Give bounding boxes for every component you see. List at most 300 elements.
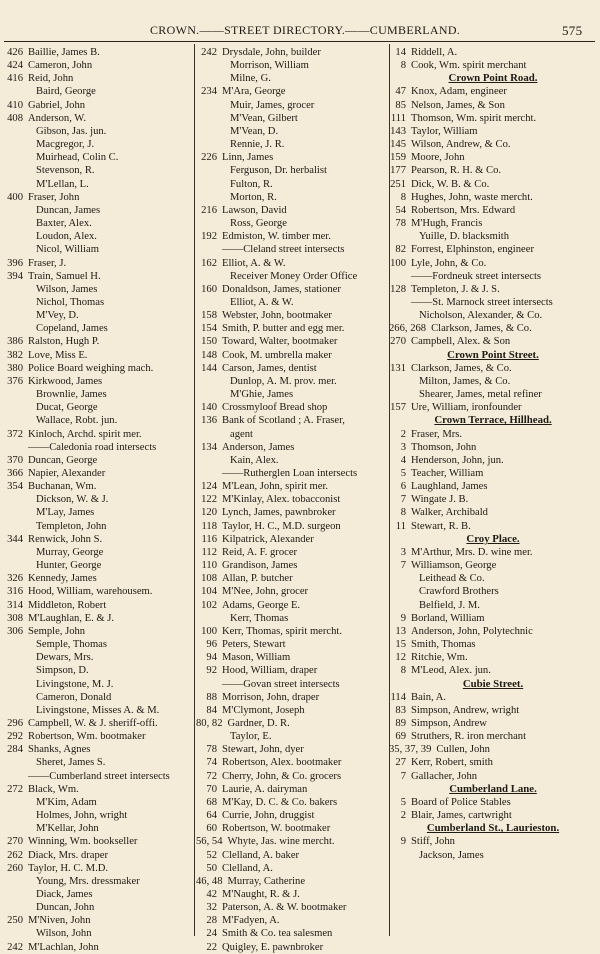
house-number: 372 [7, 428, 23, 440]
house-number: 72 [206, 770, 217, 782]
directory-entry [196, 375, 388, 388]
street-heading-text: Cubie Street. [462, 677, 524, 690]
house-number: 9 [400, 612, 406, 624]
directory-entry [389, 257, 597, 270]
directory-entry [389, 796, 597, 809]
street-heading-text: Cumberland St., Laurieston. [426, 822, 560, 835]
house-number: 150 [201, 336, 217, 348]
occupant-name: Kerr, Thomas [230, 612, 289, 624]
occupant-name: Stewart, R. B. [411, 520, 471, 532]
directory-entry [2, 678, 192, 691]
directory-entry [196, 99, 388, 112]
occupant-name: Edmiston, W. timber mer. [222, 231, 331, 243]
directory-entry [389, 388, 597, 401]
occupant-name: Nelson, James, & Son [411, 99, 505, 111]
directory-entry [389, 849, 597, 862]
house-number: 131 [390, 362, 406, 374]
directory-entry [196, 796, 388, 809]
house-number: 296 [7, 717, 23, 729]
house-number: 386 [7, 336, 23, 348]
occupant-name: Laurie, A. dairyman [222, 783, 308, 795]
occupant-name: Currie, John, druggist [222, 810, 315, 822]
occupant-name: Ralston, Hugh P. [28, 336, 100, 348]
occupant-name: M'Lellan, L. [36, 178, 89, 190]
house-number: 7 [400, 494, 406, 506]
occupant-name: Milton, James, & Co. [419, 375, 511, 387]
directory-entry [2, 651, 192, 664]
house-number: 242 [201, 47, 217, 58]
directory-entry [196, 217, 388, 230]
directory-entry [2, 164, 192, 177]
occupant-name: Walker, Archibald [411, 507, 488, 519]
occupant-name: Wingate J. B. [411, 494, 469, 506]
house-number: 2 [400, 428, 406, 440]
directory-entry [196, 85, 388, 98]
occupant-name: Kerr, Robert, smith [411, 757, 493, 769]
house-number: 424 [7, 60, 23, 72]
directory-entry [2, 270, 192, 283]
house-number: 158 [201, 310, 217, 322]
occupant-name: Duncan, John [36, 902, 95, 914]
directory-entry [2, 664, 192, 677]
directory-entry [196, 428, 388, 441]
occupant-name: Lynch, James, pawnbroker [222, 507, 336, 519]
intersection-text: ——Caledonia road intersects [28, 441, 157, 453]
house-number: 234 [201, 86, 217, 98]
directory-column-3 [389, 46, 597, 862]
header-rule [4, 41, 595, 42]
occupant-name: Elliot, A. & W. [230, 296, 294, 308]
directory-entry [196, 585, 388, 598]
occupant-name: Semple, John [28, 625, 86, 637]
occupant-name: Renwick, John S. [28, 533, 103, 545]
intersection-note [196, 467, 388, 480]
house-number: 7 [400, 770, 406, 782]
directory-entry [389, 138, 597, 151]
directory-entry [196, 230, 388, 243]
directory-entry [196, 651, 388, 664]
occupant-name: Morrison, John, draper [222, 691, 320, 703]
occupant-name: Smith, Thomas [411, 639, 476, 651]
occupant-name: Robertson, Wm. bootmaker [28, 731, 146, 743]
directory-entry [196, 704, 388, 717]
house-number: 344 [7, 533, 23, 545]
house-number: 85 [395, 99, 406, 111]
house-number: 94 [206, 652, 217, 664]
occupant-name: Kain, Alex. [230, 454, 279, 466]
intersection-text: ——St. Marnock street intersects [411, 296, 553, 308]
page-header [0, 23, 600, 39]
house-number: 114 [390, 691, 406, 703]
directory-entry [389, 178, 597, 191]
intersection-note [2, 770, 192, 783]
occupant-name: Anderson, James [222, 441, 295, 453]
directory-entry [389, 112, 597, 125]
directory-entry [196, 296, 388, 309]
directory-entry [2, 204, 192, 217]
occupant-name: Semple, Thomas [36, 639, 108, 651]
occupant-name: Simpson, Andrew [411, 717, 487, 729]
directory-entry [2, 283, 192, 296]
directory-entry [196, 125, 388, 138]
occupant-name: Anderson, W. [28, 112, 86, 124]
directory-entry [196, 862, 388, 875]
occupant-name: Hood, William, draper [222, 665, 318, 677]
house-number: 354 [7, 481, 23, 493]
house-number: 42 [206, 889, 217, 900]
house-number: 308 [7, 612, 23, 624]
occupant-name: Middleton, Robert [28, 599, 107, 611]
occupant-name: Murray, Catherine [227, 875, 306, 887]
occupant-name: Belfield, J. M. [419, 599, 480, 611]
occupant-name: Train, Samuel H. [28, 270, 101, 282]
house-number: 140 [201, 402, 217, 414]
house-number: 416 [7, 73, 23, 85]
occupant-name: Morton, R. [230, 191, 277, 203]
directory-entry [389, 441, 597, 454]
directory-entry [196, 362, 388, 375]
house-number: 22 [206, 941, 217, 953]
directory-entry [389, 467, 597, 480]
directory-entry [196, 875, 388, 888]
directory-entry [389, 835, 597, 848]
house-number: 54 [395, 204, 406, 216]
directory-entry [389, 322, 597, 335]
house-number: 122 [201, 494, 217, 506]
house-number: 88 [206, 691, 217, 703]
occupant-name: Grandison, James [222, 560, 298, 572]
directory-column-2 [196, 46, 388, 954]
directory-entry [389, 204, 597, 217]
street-heading [389, 783, 597, 796]
directory-entry [196, 59, 388, 72]
occupant-name: Clarkson, James, & Co. [431, 323, 532, 335]
street-heading [389, 533, 597, 546]
occupant-name: Holmes, John, wright [36, 810, 128, 822]
occupant-name: Riddell, A. [411, 47, 458, 58]
running-title: CROWN.——STREET DIRECTORY.——CUMBERLAND. [150, 23, 461, 37]
occupant-name: Nichol, Thomas [36, 296, 105, 308]
page-number: 575 [562, 23, 583, 38]
directory-entry [196, 257, 388, 270]
directory-entry [2, 783, 192, 796]
occupant-name: Drysdale, John, builder [222, 47, 321, 58]
directory-entry [196, 612, 388, 625]
occupant-name: Robertson, Alex. bootmaker [222, 757, 342, 769]
occupant-name: Police Board weighing mach. [28, 362, 154, 374]
house-number: 292 [7, 731, 23, 743]
directory-entry [2, 428, 192, 441]
directory-entry [196, 638, 388, 651]
occupant-name: Smith & Co. tea salesmen [222, 928, 333, 940]
intersection-text: ——Cleland street intersects [222, 244, 345, 256]
occupant-name: Bain, A. [411, 691, 447, 703]
house-number: 370 [7, 454, 23, 466]
occupant-name: Duncan, James [36, 204, 101, 216]
occupant-name: Cameron, John [28, 60, 93, 72]
house-number: 382 [7, 349, 23, 361]
directory-entry [2, 112, 192, 125]
house-number: 82 [395, 244, 406, 256]
occupant-name: Buchanan, Wm. [28, 481, 97, 493]
directory-entry [2, 862, 192, 875]
occupant-name: Ross, George [230, 218, 287, 230]
occupant-name: Macgregor, J. [36, 139, 95, 151]
occupant-name: Board of Police Stables [411, 796, 511, 808]
occupant-name: Wallace, Robt. jun. [36, 415, 118, 427]
occupant-name: Hunter, George [36, 560, 102, 572]
directory-entry [389, 717, 597, 730]
directory-entry [389, 243, 597, 256]
directory-entry [2, 493, 192, 506]
house-number: 52 [206, 849, 217, 861]
directory-entry [2, 454, 192, 467]
house-number: 8 [400, 507, 406, 519]
directory-entry [389, 401, 597, 414]
occupant-name: Receiver Money Order Office [230, 270, 358, 282]
occupant-name: M'Fadyen, A. [222, 915, 280, 927]
house-number: 410 [7, 99, 23, 111]
occupant-name: Toward, Walter, bootmaker [222, 336, 338, 348]
house-number: 408 [7, 112, 23, 124]
street-heading [389, 414, 597, 427]
directory-entry [196, 835, 388, 848]
occupant-name: Taylor, William [411, 125, 478, 137]
occupant-name: Taylor, H. C., M.D. surgeon [222, 520, 341, 532]
directory-column-1 [2, 46, 192, 954]
directory-entry [196, 506, 388, 519]
occupant-name: Jackson, James [419, 849, 484, 861]
occupant-name: Cherry, John, & Co. grocers [222, 770, 342, 782]
house-number: 8 [400, 191, 406, 203]
directory-entry [389, 125, 597, 138]
directory-entry [389, 704, 597, 717]
occupant-name: Paterson, A. & W. bootmaker [222, 902, 347, 914]
occupant-name: Black, Wm. [28, 783, 79, 795]
directory-entry [196, 941, 388, 954]
occupant-name: Fulton, R. [230, 178, 273, 190]
house-number: 144 [201, 362, 217, 374]
house-number: 68 [206, 796, 217, 808]
house-number: 366 [7, 468, 23, 479]
directory-entry [389, 164, 597, 177]
occupant-name: Elliot, A. & W. [222, 257, 286, 269]
occupant-name: Borland, William [411, 612, 485, 624]
occupant-name: M'Kellar, John [36, 823, 99, 835]
occupant-name: Ure, William, ironfounder [411, 402, 522, 414]
house-number: 2 [400, 810, 406, 822]
house-number: 3 [400, 441, 406, 453]
directory-entry [2, 243, 192, 256]
directory-entry [196, 454, 388, 467]
occupant-name: Shanks, Agnes [28, 744, 91, 756]
directory-entry [2, 717, 192, 730]
directory-entry [196, 770, 388, 783]
occupant-name: Thomson, Wm. spirit mercht. [411, 112, 537, 124]
directory-entry [2, 520, 192, 533]
street-heading [389, 72, 597, 85]
occupant-name: Dickson, W. & J. [36, 494, 109, 506]
house-number: 120 [201, 507, 217, 519]
occupant-name: M'Lay, James [36, 507, 95, 519]
directory-entry [2, 401, 192, 414]
occupant-name: Kilpatrick, Alexander [222, 533, 314, 545]
house-number: 154 [201, 323, 217, 335]
directory-entry [389, 546, 597, 559]
directory-entry [389, 625, 597, 638]
house-number: 250 [7, 915, 23, 927]
occupant-name: Baird, George [36, 86, 96, 98]
occupant-name: Smith, P. butter and egg mer. [222, 323, 345, 335]
occupant-name: Robertson, Mrs. Edward [411, 204, 516, 216]
house-number: 4 [400, 454, 406, 466]
directory-entry [196, 783, 388, 796]
column-divider [194, 44, 195, 936]
house-number: 89 [395, 717, 406, 729]
house-number: 270 [390, 336, 406, 348]
occupant-name: M'Vean, Gilbert [230, 112, 298, 124]
directory-entry [2, 217, 192, 230]
house-number: 326 [7, 573, 23, 585]
house-number: 104 [201, 586, 217, 598]
directory-entry [196, 480, 388, 493]
directory-entry [389, 770, 597, 783]
occupant-name: Kirkwood, James [28, 375, 103, 387]
directory-entry [389, 638, 597, 651]
directory-entry [196, 691, 388, 704]
directory-entry [389, 99, 597, 112]
intersection-note [196, 243, 388, 256]
directory-entry [389, 743, 597, 756]
directory-entry [196, 559, 388, 572]
occupant-name: Brownlie, James [36, 389, 107, 401]
directory-entry [196, 756, 388, 769]
directory-entry [389, 493, 597, 506]
house-number: 11 [395, 520, 406, 532]
directory-entry [196, 349, 388, 362]
directory-entry [2, 414, 192, 427]
house-number: 394 [7, 270, 23, 282]
occupant-name: M'Kinlay, Alex. tobacconist [222, 494, 341, 506]
directory-entry [2, 914, 192, 927]
intersection-text: ——Fordneuk street intersects [411, 270, 542, 282]
house-number: 5 [400, 468, 406, 479]
occupant-name: Cameron, Donald [36, 691, 112, 703]
occupant-name: Clelland, A. [222, 862, 273, 874]
house-number: 396 [7, 257, 23, 269]
directory-entry [2, 191, 192, 204]
street-heading-text: Cumberland Lane. [449, 782, 537, 795]
directory-entry [2, 388, 192, 401]
house-number: 134 [201, 441, 217, 453]
occupant-name: Loudon, Alex. [36, 231, 97, 243]
house-number: 69 [395, 731, 406, 743]
directory-entry [2, 506, 192, 519]
occupant-name: Rennie, J. R. [230, 139, 285, 151]
house-number: 70 [206, 783, 217, 795]
house-number: 242 [7, 941, 23, 953]
directory-entry [389, 151, 597, 164]
directory-entry [389, 362, 597, 375]
directory-entry [389, 309, 597, 322]
directory-entry [196, 72, 388, 85]
house-number: 78 [395, 218, 406, 230]
directory-entry [2, 46, 192, 59]
occupant-name: M'Lean, John, spirit mer. [222, 481, 329, 493]
house-number: 266, 268 [389, 323, 427, 335]
directory-entry [196, 414, 388, 427]
occupant-name: Mason, William [222, 652, 291, 664]
house-number: 111 [390, 112, 406, 124]
directory-entry [196, 901, 388, 914]
occupant-name: Peters, Stewart [222, 639, 286, 651]
house-number: 162 [201, 257, 217, 269]
street-heading-text: Crown Point Street. [447, 348, 539, 361]
directory-entry [196, 822, 388, 835]
occupant-name: Kennedy, James [28, 573, 97, 585]
house-number: 251 [390, 178, 406, 190]
occupant-name: Struthers, R. iron merchant [411, 731, 527, 743]
occupant-name: Forrest, Elphinston, engineer [411, 244, 534, 256]
house-number: 15 [395, 639, 406, 651]
occupant-name: M'Vean, D. [230, 125, 279, 137]
occupant-name: Blair, James, cartwright [411, 810, 512, 822]
occupant-name: Linn, James [222, 152, 274, 164]
directory-entry [389, 585, 597, 598]
directory-entry [196, 401, 388, 414]
house-number: 92 [206, 665, 217, 677]
house-number: 50 [206, 862, 217, 874]
directory-entry [196, 927, 388, 940]
directory-entry [389, 506, 597, 519]
occupant-name: M'Kim, Adam [36, 796, 97, 808]
directory-entry [196, 625, 388, 638]
house-number: 56, 54 [196, 836, 223, 848]
occupant-name: Copeland, James [36, 323, 108, 335]
occupant-name: Diack, James [36, 889, 93, 900]
occupant-name: Ducat, George [36, 402, 98, 414]
house-number: 60 [206, 823, 217, 835]
house-number: 5 [400, 796, 406, 808]
directory-entry [2, 809, 192, 822]
occupant-name: Thomson, John [411, 441, 477, 453]
occupant-name: Ritchie, Wm. [411, 652, 468, 664]
occupant-name: M'Clymont, Joseph [222, 704, 305, 716]
occupant-name: Taylor, H. C. M.D. [28, 862, 109, 874]
directory-entry [196, 441, 388, 454]
occupant-name: Ferguson, Dr. herbalist [230, 165, 327, 177]
occupant-name: Webster, John, bootmaker [222, 310, 332, 322]
directory-entry [2, 927, 192, 940]
occupant-name: Williamson, George [411, 560, 497, 572]
occupant-name: Livingstone, M. J. [36, 678, 114, 690]
house-number: 284 [7, 744, 23, 756]
house-number: 100 [390, 257, 406, 269]
directory-entry [2, 230, 192, 243]
house-number: 316 [7, 586, 23, 598]
directory-entry [2, 138, 192, 151]
house-number: 80, 82 [196, 717, 223, 729]
directory-entry [2, 467, 192, 480]
house-number: 159 [390, 152, 406, 164]
directory-entry [389, 283, 597, 296]
street-heading-text: Crown Terrace, Hillhead. [434, 414, 552, 427]
occupant-name: Pearson, R. H. & Co. [411, 165, 502, 177]
directory-entry [2, 638, 192, 651]
directory-entry [389, 599, 597, 612]
occupant-name: M'Lachlan, John [28, 941, 99, 953]
directory-entry [196, 809, 388, 822]
